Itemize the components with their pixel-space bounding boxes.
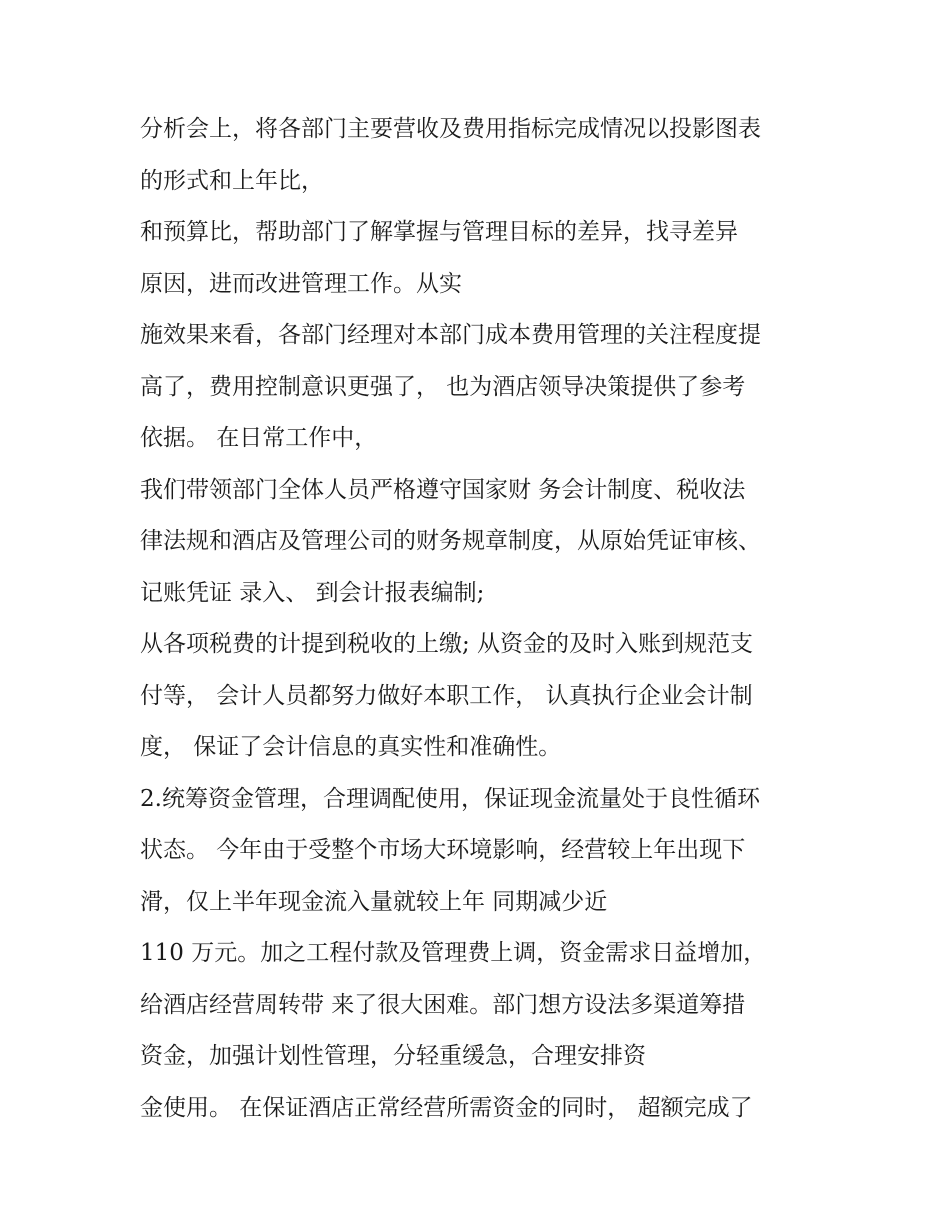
text-line: 施效果来看，各部门经理对本部门成本费用管理的关注程度提 <box>140 322 761 348</box>
text-line: 从各项税费的计提到税收的上缴; 从资金的及时入账到规范支 <box>140 631 754 657</box>
text-line: 金使用。 在保证酒店正常经营所需资金的同时， 超额完成了 <box>140 1094 753 1121</box>
text-line: 和预算比，帮助部门了解掌握与管理目标的差异，找寻差异 <box>140 219 738 245</box>
text-line: 记账凭证 录入、 到会计报表编制; <box>140 579 485 606</box>
text-line: 的形式和上年比， <box>140 167 324 194</box>
text-line: 分析会上，将各部门主要营收及费用指标完成情况以投影图表 <box>140 116 761 142</box>
text-line: 我们带领部门全体人员严格遵守国家财 务会计制度、税收法 <box>140 476 746 503</box>
text-line: 2.统筹资金管理，合理调配使用，保证现金流量处于良性循环 <box>140 785 760 812</box>
text-line: 资金，加强计划性管理，分轻重缓急，合理安排资 <box>140 1043 646 1069</box>
text-line: 原因，进而改进管理工作。从实 <box>140 270 462 297</box>
text-line: 依据。 在日常工作中， <box>140 425 378 451</box>
text-line: 给酒店经营周转带 来了很大困难。部门想方设法多渠道筹措 <box>140 991 746 1018</box>
body-text <box>140 104 830 1134</box>
text-line: 度， 保证了会计信息的真实性和准确性。 <box>140 734 562 760</box>
text-line: 110 万元。加之工程付款及管理费上调，资金需求日益增加， <box>140 940 767 966</box>
text-line: 律法规和酒店及管理公司的财务规章制度，从原始凭证审核、 <box>140 528 761 554</box>
text-line: 滑，仅上半年现金流入量就较上年 同期减少近 <box>140 888 608 915</box>
text-line: 付等， 会计人员都努力做好本职工作， 认真执行企业会计制 <box>140 682 753 709</box>
text-line: 高了，费用控制意识更强了， 也为酒店领导决策提供了参考 <box>140 373 746 400</box>
text-line: 状态。 今年由于受整个市场大环境影响，经营较上年出现下 <box>140 837 746 863</box>
